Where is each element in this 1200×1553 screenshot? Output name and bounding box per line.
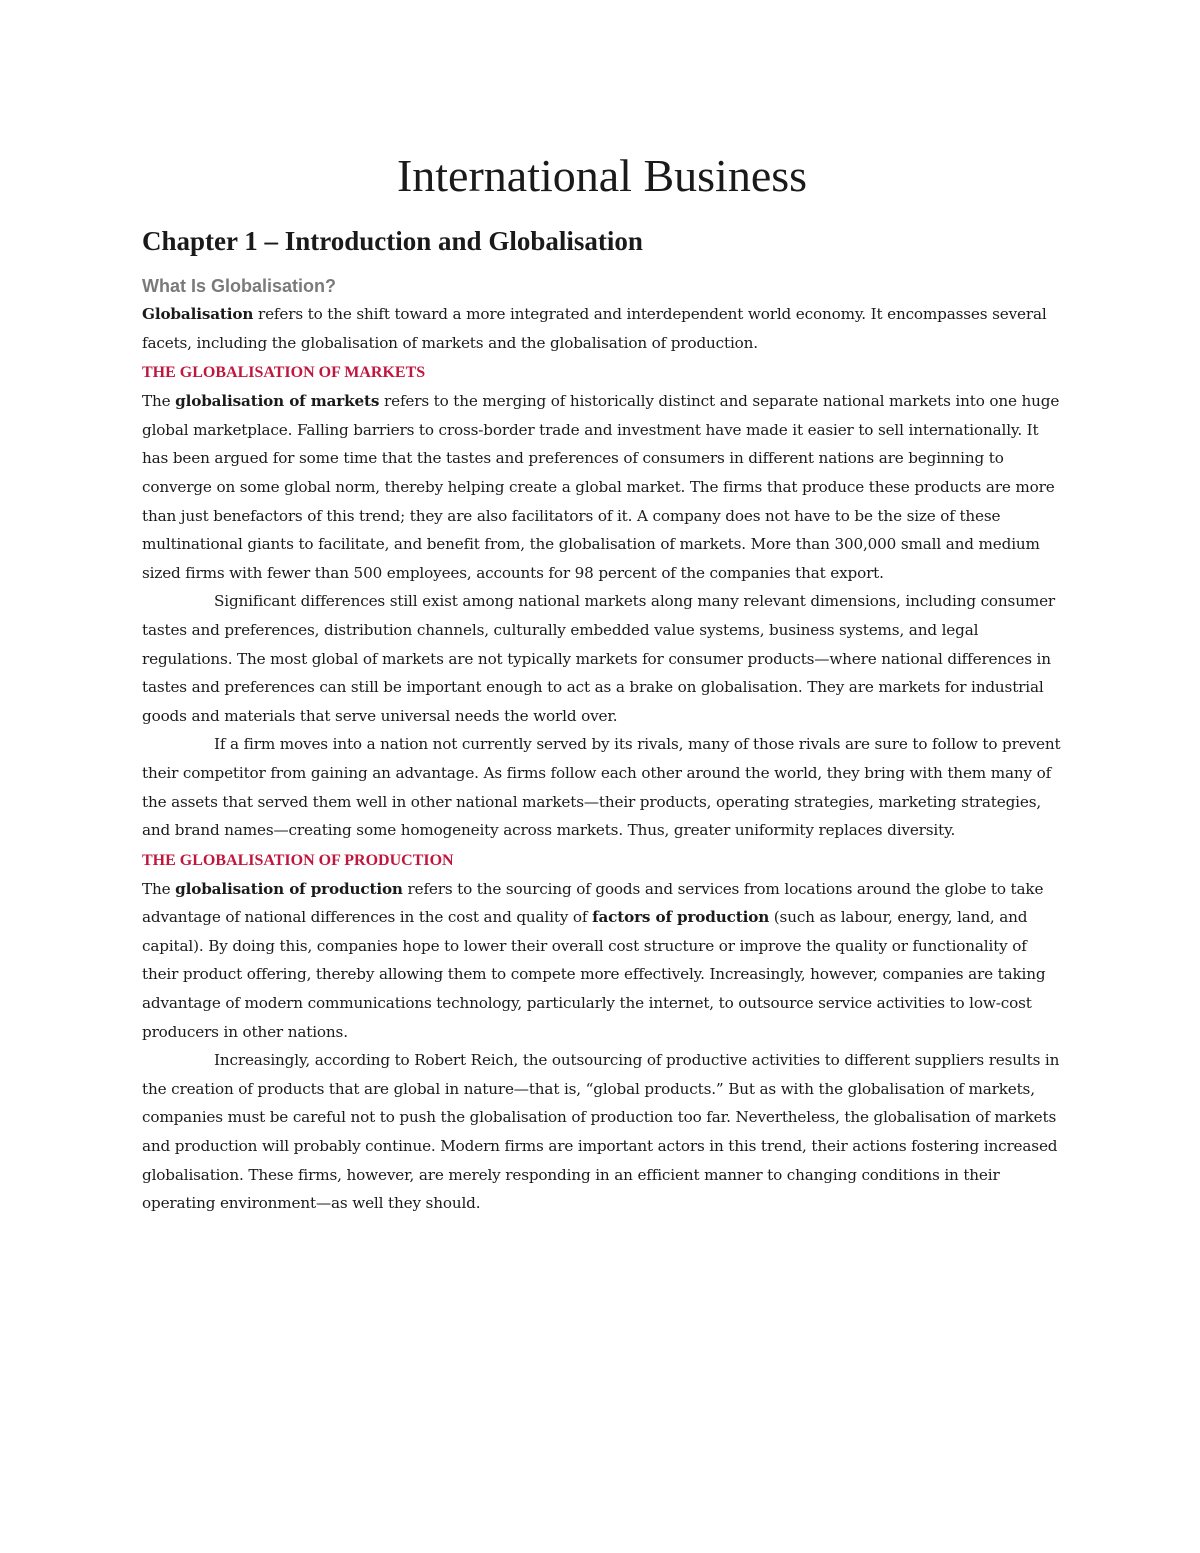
intro-text: refers to the shift toward a more integrated and interdependent world economy. It encompasses several facets, including the globalisation of markets and the globalisation of production. [142,305,1047,352]
production-p1-lead: The [142,879,176,898]
markets-paragraph-3: If a firm moves into a nation not currently served by its rivals, many of those rivals are sure to follow to prevent their competitor from gaining an advantage. As firms follow each other around the world, they bring with them many of the assets that served them well in other national markets—their products, operating strategies, marketing strategies, and brand names—creating some homogeneity across markets. Thus, greater uniformity replaces diversity. [142,735,1061,840]
intro-term: Globalisation [142,305,254,323]
markets-section-heading: THE GLOBALISATION OF MARKETS [142,364,426,382]
markets-p1-rest: refers to the merging of historically distinct and separate national markets into one huge global marketplace. Falling barriers to cross-border trade and investment have made it easier to sell internationally. It has been argued for some time that the tastes and preferences of consumers in different nations are beginning to converge on some global norm, thereby helping create a global market. The firms that produce these products are more than just benefactors of this trend; they are also facilitators of it. A company does not have to be the size of these multinational giants to facilitate, and benefit from, the globalisation of markets. More than 300,000 small and medium sized firms with fewer than 500 employees, accounts for 98 percent of the companies that export. [142,392,1060,582]
subheading: What Is Globalisation? [142,276,337,296]
markets-p1-term: globalisation of markets [175,392,380,411]
production-paragraph-2: Increasingly, according to Robert Reich, the outsourcing of productive activities to different suppliers results in the creation of products that are global in nature—that is, “global products.” But as with the globalisation of markets, companies must be careful not to push the globalisation of production too far. Nevertheless, the globalisation of markets and production will probably continue. Modern firms are important actors in this trend, their actions fostering increased globalisation. These firms, however, are merely responding in an efficient manner to changing conditions in their operating environment—as well they should. [142,1051,1060,1213]
markets-paragraph-2: Significant differences still exist among national markets along many relevant dimensions, including consumer tastes and preferences, distribution channels, culturally embedded value systems, business systems, and legal regulations. The most global of markets are not typically markets for consumer products—where national differences in tastes and preferences can still be important enough to act as a brake on globalisation. They are markets for industrial goods and materials that serve universal needs the world over. [142,592,1056,725]
production-paragraph-1 [142,875,1062,1047]
production-p1-mid: refers to the sourcing of goods and services from locations around the globe to take advantage of national differences in the cost and quality of [142,879,1044,927]
production-p1-term: globalisation of production [175,879,403,898]
document-page [142,140,1062,1218]
document-title: International Business [396,150,808,201]
chapter-heading: Chapter 1 – Introduction and Globalisation [142,226,643,256]
markets-p1-lead: The [142,392,176,411]
intro-paragraph [142,300,1062,357]
production-p1-rest: (such as labour, energy, land, and capital). By doing this, companies hope to lower their overall cost structure or improve the quality or functionality of their product offering, thereby allowing them to compete more effectively. Increasingly, however, companies are taking advantage of modern communications technology, particularly the internet, to outsource service activities to low-cost producers in other nations. [142,908,1046,1041]
production-p1-term2: factors of production [592,908,770,927]
production-section-heading: THE GLOBALISATION OF PRODUCTION [142,851,454,869]
markets-paragraph-1 [142,387,1062,587]
